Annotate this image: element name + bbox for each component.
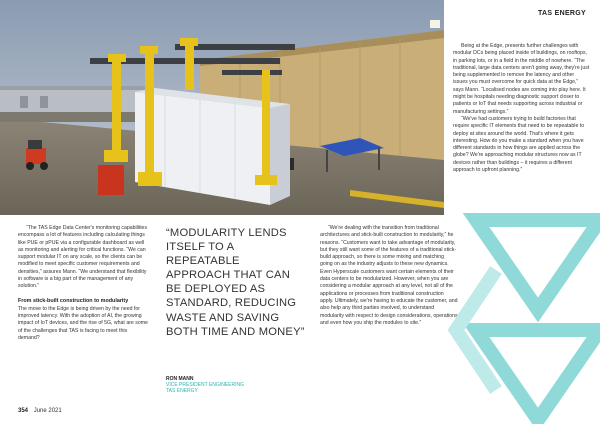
decorative-logo-shape	[436, 200, 600, 424]
section-header: TAS ENERGY	[538, 10, 586, 17]
subheading: From stick-built construction to modularity	[18, 297, 129, 304]
paragraph: “We're dealing with the transition from traditional architectures and stick-built construction to modularity,” he reasons. “Customers want to take advantage of modularity, but they still want some of the features of a traditional stick-build approach, so there is some mixing and matching going on as the industry adjusts to these new dynamics. Even Hyperscale customers want certain elements of their data centers to be modularized. However, when you are considering a modular approach at any level, not all of the applications or processes from traditional construction apply. Ultimately, we're having to educate the customer, and also help any third parties involved, to understand modularity with respect to design considerations, operations and even how you ship the modules to site.”	[320, 225, 458, 326]
paragraph: “The TAS Edge Data Center's monitoring capabilities encompass a lot of features including calculating things like PUE or pPUE via a configurable dashboard as well as monitoring and alerting for critical functions. “We can support modular IT on any scale, so the clients can be modified to meet specific customer requirements and densities,” assures Mann. “We understand that flexibility in software is a big part of the management of any solution.”	[18, 225, 148, 290]
paragraph: Being at the Edge, presents further challenges with modular DCs being placed inside of buildings, on rooftops, in parking lots, or in a field in the middle of nowhere. “The traditional, large data centers aren't going away, they're just being supplemented to remove the latency and other issues you must overcome for quick data at the Edge,” says Mann. “Localised nodes are coming into play here. It might be hospitals needing diagnostic support closer to patients or IoT that needs supporting across industrial or manufacturing settings.”	[453, 43, 590, 115]
pull-quote: “MODULARITY LENDS ITSELF TO A REPEATABLE APPROACH THAT CAN BE DEPLOYED AS STANDARD, REDUCING WASTE AND SAVING BOTH TIME AND MONEY”	[166, 227, 305, 338]
quote-author-name: RON MANN	[166, 376, 194, 382]
page-footer	[18, 408, 62, 414]
left-text-column	[18, 225, 150, 342]
quote-author-company: TAS ENERGY	[166, 388, 198, 394]
issue-date: June 2021	[33, 408, 62, 414]
paragraph: The move to the Edge is being driven by the need for improved latency. With the adoption of AI, the growing impact of IoT devices, and the rise of 5G, what are some of the challenges that TAS is facing to meet this demand?	[18, 305, 148, 341]
paragraph: “We've had customers trying to build factories that require specific IT elements that need to be repeatable to deploy at sites around the world. That's where it gets interesting. How do you make a standard when you have different standards in how things are applied across the globe? We're approaching modular structures now as IT devices rather than buildings – it requires a different approach to upfront planning.”	[453, 115, 585, 174]
construction-site-image	[0, 0, 444, 215]
hero-photo	[0, 0, 444, 215]
page-number: 354	[18, 408, 29, 414]
quote-attribution	[166, 376, 244, 394]
quote-author-role: VICE PRESIDENT ENGINEERING	[166, 382, 244, 388]
right-text-column	[453, 43, 590, 174]
triangle-pattern-icon	[436, 200, 600, 424]
